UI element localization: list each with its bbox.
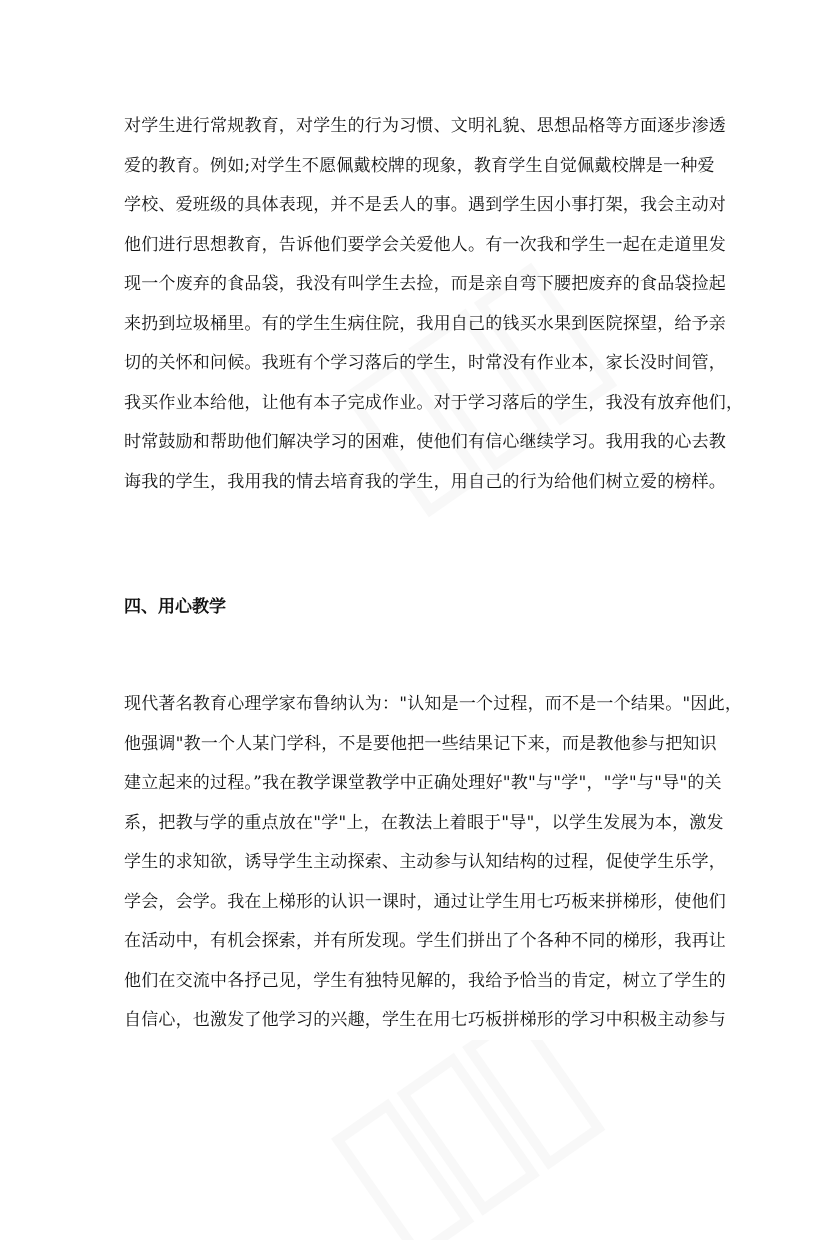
- text-line: 在活动中，有机会探索，并有所发现。学生们拼出了个各种不同的梯形，我再让: [124, 931, 726, 951]
- text-line: 他强调"教一个人某门学科，不是要他把一些结果记下来，而是教他参与把知识: [124, 733, 717, 754]
- text-line: 来扔到垃圾桶里。有的学生生病住院，我用自己的钱买水果到医院探望，给予亲: [124, 313, 726, 334]
- text-line: 学校、爱班级的具体表现，并不是丢人的事。遇到学生因小事打架，我会主动对: [124, 195, 726, 215]
- text-line: 他们在交流中各抒己见，学生有独特见解的，我给予恰当的肯定，树立了学生的: [124, 970, 726, 991]
- text-line: 切的关怀和问候。我班有个学习落后的学生，时常没有作业本，家长没时间管，: [124, 353, 726, 373]
- paragraph-love-education: [124, 107, 744, 502]
- watermark-logo-bottom: [300, 1040, 620, 1240]
- section-heading: 四、用心教学: [124, 597, 226, 617]
- text-line: 学会，会学。我在上梯形的认识一课时，通过让学生用七巧板来拼梯形，使他们: [124, 891, 726, 912]
- text-line: 自信心，也激发了他学习的兴趣，学生在用七巧板拼梯形的学习中积极主动参与: [124, 1010, 726, 1030]
- text-line: 系，把教与学的重点放在"学"上，在教法上着眼于"导"，以学生发展为本，激发: [124, 812, 724, 833]
- paragraph-teaching: [124, 685, 743, 1041]
- text-line: 现代著名教育心理学家布鲁纳认为："认知是一个过程，而不是一个结果。"因此，: [124, 694, 743, 714]
- text-line: 诲我的学生，我用我的情去培育我的学生，用自己的行为给他们树立爱的榜样。: [124, 471, 726, 492]
- text-line: 爱的教育。例如;对学生不愿佩戴校牌的现象，教育学生自觉佩戴校牌是一种爱: [124, 155, 715, 176]
- text-line: 对学生进行常规教育，对学生的行为习惯、文明礼貌、思想品格等方面逐步渗透: [124, 116, 726, 136]
- text-line: 建立起来的过程。”我在教学课堂教学中正确处理好"教"与"学"，"学"与"导"的关: [124, 773, 722, 793]
- text-line: 学生的求知欲，诱导学生主动探索、主动参与认知结构的过程，促使学生乐学，: [124, 852, 726, 872]
- text-line: 时常鼓励和帮助他们解决学习的困难，使他们有信心继续学习。我用我的心去教: [124, 432, 726, 452]
- text-line: 他们进行思想教育，告诉他们要学会关爱他人。有一次我和学生一起在走道里发: [124, 234, 726, 255]
- text-line: 我买作业本给他，让他有本子完成作业。对于学习落后的学生，我没有放弃他们，: [124, 392, 744, 413]
- text-line: 现一个废弃的食品袋，我没有叫学生去捡，而是亲自弯下腰把废弃的食品袋捡起: [124, 274, 726, 294]
